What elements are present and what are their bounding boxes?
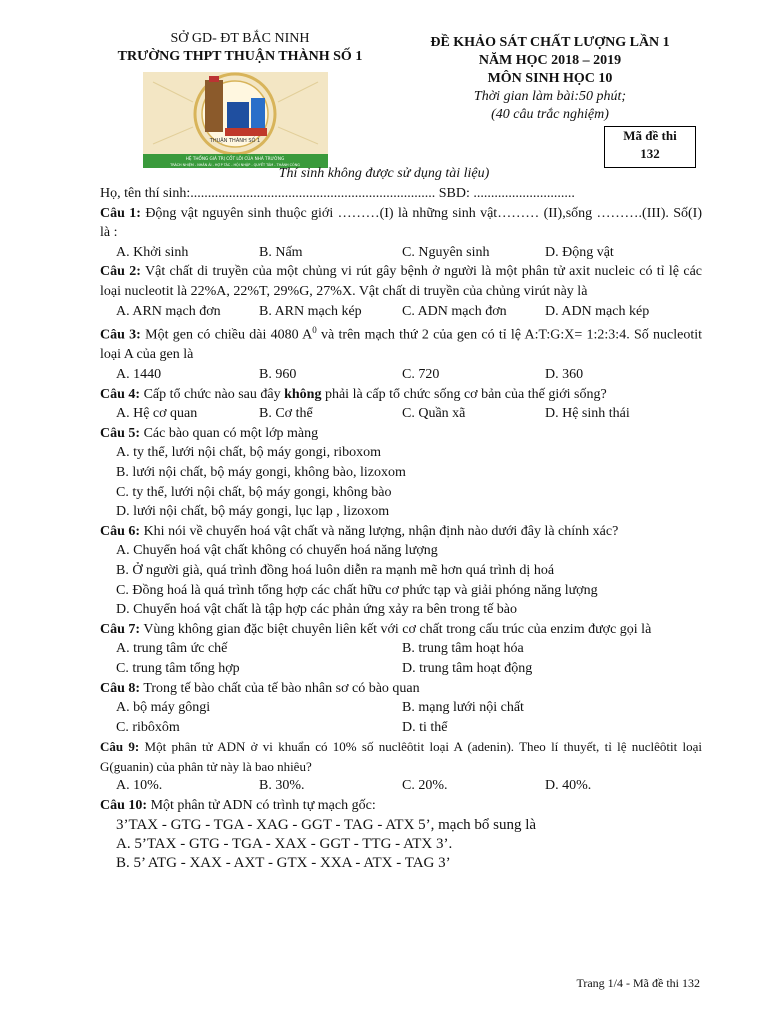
- subject: MÔN SINH HỌC 10: [487, 71, 613, 86]
- option-a: A. trung tâm ức chế: [116, 641, 228, 657]
- option-b: B. Ở người già, quá trình đồng hoá luôn diễn ra mạnh mẽ hơn quá trình dị hoá: [116, 562, 555, 578]
- option-c: C. Nguyên sinh: [402, 244, 490, 260]
- option-a: A. 1440: [116, 367, 162, 382]
- template-strand: 3’TAX - GTG - TGA - XAG - GGT - TAG - ATX 5’, mạch bổ sung là: [116, 816, 537, 833]
- question-7: [100, 620, 702, 679]
- question-number: Câu 5:: [100, 425, 141, 441]
- question-text-b: và trên mạch thứ 2 của gen có tỉ lệ A:T:G:X= 1:2:3:4. Số nucleotit loại A của gen là: [100, 327, 703, 363]
- option-b: B. mạng lưới nội chất: [402, 700, 524, 716]
- option-c: C. 20%.: [402, 778, 448, 794]
- question-9: [100, 737, 702, 796]
- option-c: C. Đồng hoá là quá trình tổng hợp các chất hữu cơ phức tạp và giải phóng năng lượng: [116, 582, 598, 598]
- option-a: A. ARN mạch đơn: [116, 303, 221, 319]
- option-d: D. 40%.: [545, 778, 592, 794]
- option-a: A. Chuyển hoá vật chất không có chuyển hoá năng lượng: [116, 543, 438, 559]
- question-10: [100, 796, 702, 873]
- angstrom-exponent: 0: [312, 325, 317, 336]
- logo-banner-2: TRÁCH NHIỆM - NHÂN ÁI - HỢP TÁC - HỘI NHẬP - QUYẾT TÂM - THÀNH CÔNG: [170, 163, 300, 167]
- student-info-line: Họ, tên thí sinh:...................................................................... SBD: .............................: [100, 186, 575, 201]
- option-d: D. 360: [545, 367, 584, 382]
- school-year: NĂM HỌC 2018 – 2019: [478, 53, 622, 68]
- question-number: Câu 2:: [100, 264, 141, 280]
- question-number: Câu 6:: [100, 523, 141, 539]
- option-d: D. Động vật: [545, 244, 614, 260]
- question-text-a: Cấp tổ chức nào sau đây: [143, 386, 285, 402]
- option-d: D. ADN mạch kép: [545, 303, 650, 319]
- option-c: C. ribôxôm: [116, 719, 180, 735]
- question-number: Câu 1:: [100, 205, 141, 221]
- option-a: A. 10%.: [116, 778, 163, 794]
- page-footer: Trang 1/4 - Mã đề thi 132: [576, 976, 700, 990]
- question-6: [100, 522, 702, 620]
- option-d: D. trung tâm hoạt động: [402, 660, 533, 676]
- question-text: Các bào quan có một lớp màng: [143, 425, 319, 441]
- question-number: Câu 4:: [100, 386, 141, 402]
- question-text: Vật chất di truyền của một chủng vi rút gây bệnh ở người là một phân tử axit nucleic có tỉ lệ các loại nucleotit là 22%A, 22%T, 29%G, 27%X. Vật chất di truyền của chủng virút này là: [100, 264, 702, 299]
- option-b: B. 30%.: [259, 778, 305, 794]
- option-d: D. lưới nội chất, bộ máy gongi, lục lạp , lizoxom: [116, 504, 390, 520]
- question-3: [100, 321, 702, 384]
- question-4: [100, 385, 702, 424]
- question-text: Khi nói về chuyển hoá vật chất và năng lượng, nhận định nào dưới đây là chính xác?: [143, 523, 619, 539]
- option-a: A. Hệ cơ quan: [116, 406, 198, 422]
- option-c: C. trung tâm tổng hợp: [116, 660, 240, 676]
- option-c: C. ty thể, lưới nội chất, bộ máy gongi, không bào: [116, 484, 392, 500]
- option-b: B. trung tâm hoạt hóa: [402, 641, 524, 657]
- question-text: Vùng không gian đặc biệt chuyên liên kết với cơ chất trong cấu trúc của enzim được gọi là: [143, 621, 652, 637]
- option-a: A. ty thể, lưới nội chất, bộ máy gongi, riboxom: [116, 445, 382, 461]
- option-b: B. 5’ ATG - XAX - AXT - GTX - XXA - ATX - TAG 3’: [116, 854, 451, 871]
- exam-code-value: 132: [640, 146, 660, 161]
- question-text-b: phải là cấp tổ chức sống cơ bản của thế giới sống?: [321, 386, 607, 402]
- question-text-a: Một gen có chiều dài 4080 A: [145, 327, 313, 343]
- question-text: Một phân tử ADN ở vi khuẩn có 10% số nuclêôtit loại A (adenin). Theo lí thuyết, tỉ lệ nuclêôtit loại G(guanin) của phân tử này là bao nhiêu?: [100, 739, 702, 774]
- exam-code-label: Mã đề thi: [623, 128, 677, 143]
- question-number: Câu 10:: [100, 798, 148, 814]
- option-b: B. Nấm: [259, 244, 303, 260]
- question-number: Câu 9:: [100, 739, 140, 755]
- option-c: C. ADN mạch đơn: [402, 303, 507, 319]
- option-b: B. 960: [259, 367, 297, 382]
- school-logo-graphic: [143, 72, 328, 168]
- question-emphasis: không: [284, 386, 322, 402]
- question-2: [100, 262, 702, 321]
- option-a: A. 5’TAX - GTG - TGA - XAX - GGT - TTG - ATX 3’.: [116, 835, 453, 852]
- question-number: Câu 8:: [100, 680, 141, 696]
- question-number: Câu 3:: [100, 327, 141, 343]
- question-1: [100, 204, 702, 263]
- question-number: Câu 7:: [100, 621, 141, 637]
- option-d: D. ti thể: [402, 719, 448, 735]
- no-materials-note: Thí sinh không được sử dụng tài liệu): [278, 166, 490, 181]
- option-b: B. Cơ thể: [259, 406, 313, 422]
- option-a: A. bộ máy gôngi: [116, 700, 211, 716]
- question-text: Trong tế bào chất của tế bào nhân sơ có bào quan: [143, 680, 420, 696]
- logo-caption: THUẬN THÀNH SỐ 1: [209, 138, 261, 144]
- exam-content: [100, 184, 702, 873]
- option-c: C. Quần xã: [402, 406, 466, 422]
- option-b: B. lưới nội chất, bộ máy gongi, không bào, lizoxom: [116, 464, 406, 480]
- option-b: B. ARN mạch kép: [259, 303, 362, 319]
- option-d: D. Chuyển hoá vật chất là tập hợp các phản ứng xảy ra bên trong tế bào: [116, 602, 518, 618]
- school-logo: [143, 72, 328, 168]
- question-8: [100, 679, 702, 738]
- header-left: [100, 30, 380, 66]
- option-a: A. Khởi sinh: [116, 244, 189, 260]
- exam-title: ĐỀ KHẢO SÁT CHẤT LƯỢNG LẦN 1: [430, 35, 670, 50]
- question-text: Một phân tử ADN có trình tự mạch gốc:: [150, 798, 376, 814]
- exam-code-box: [604, 126, 696, 168]
- school-name: TRƯỜNG THPT THUẬN THÀNH SỐ 1: [117, 49, 363, 64]
- option-c: C. 720: [402, 367, 440, 382]
- question-count: (40 câu trắc nghiệm): [491, 107, 609, 122]
- question-5: [100, 424, 702, 522]
- department-name: SỞ GD- ĐT BẮC NINH: [170, 31, 310, 46]
- duration: Thời gian làm bài:50 phút;: [473, 89, 627, 104]
- header-right: [400, 34, 700, 124]
- question-text: Động vật nguyên sinh thuộc giới ………(I) là những sinh vật……… (II),sống ……….(III). Số(I) là :: [100, 205, 702, 241]
- option-d: D. Hệ sinh thái: [545, 406, 630, 422]
- logo-banner-1: HỆ THỐNG GIÁ TRỊ CỐT LÕI CỦA NHÀ TRƯỜNG: [185, 156, 285, 161]
